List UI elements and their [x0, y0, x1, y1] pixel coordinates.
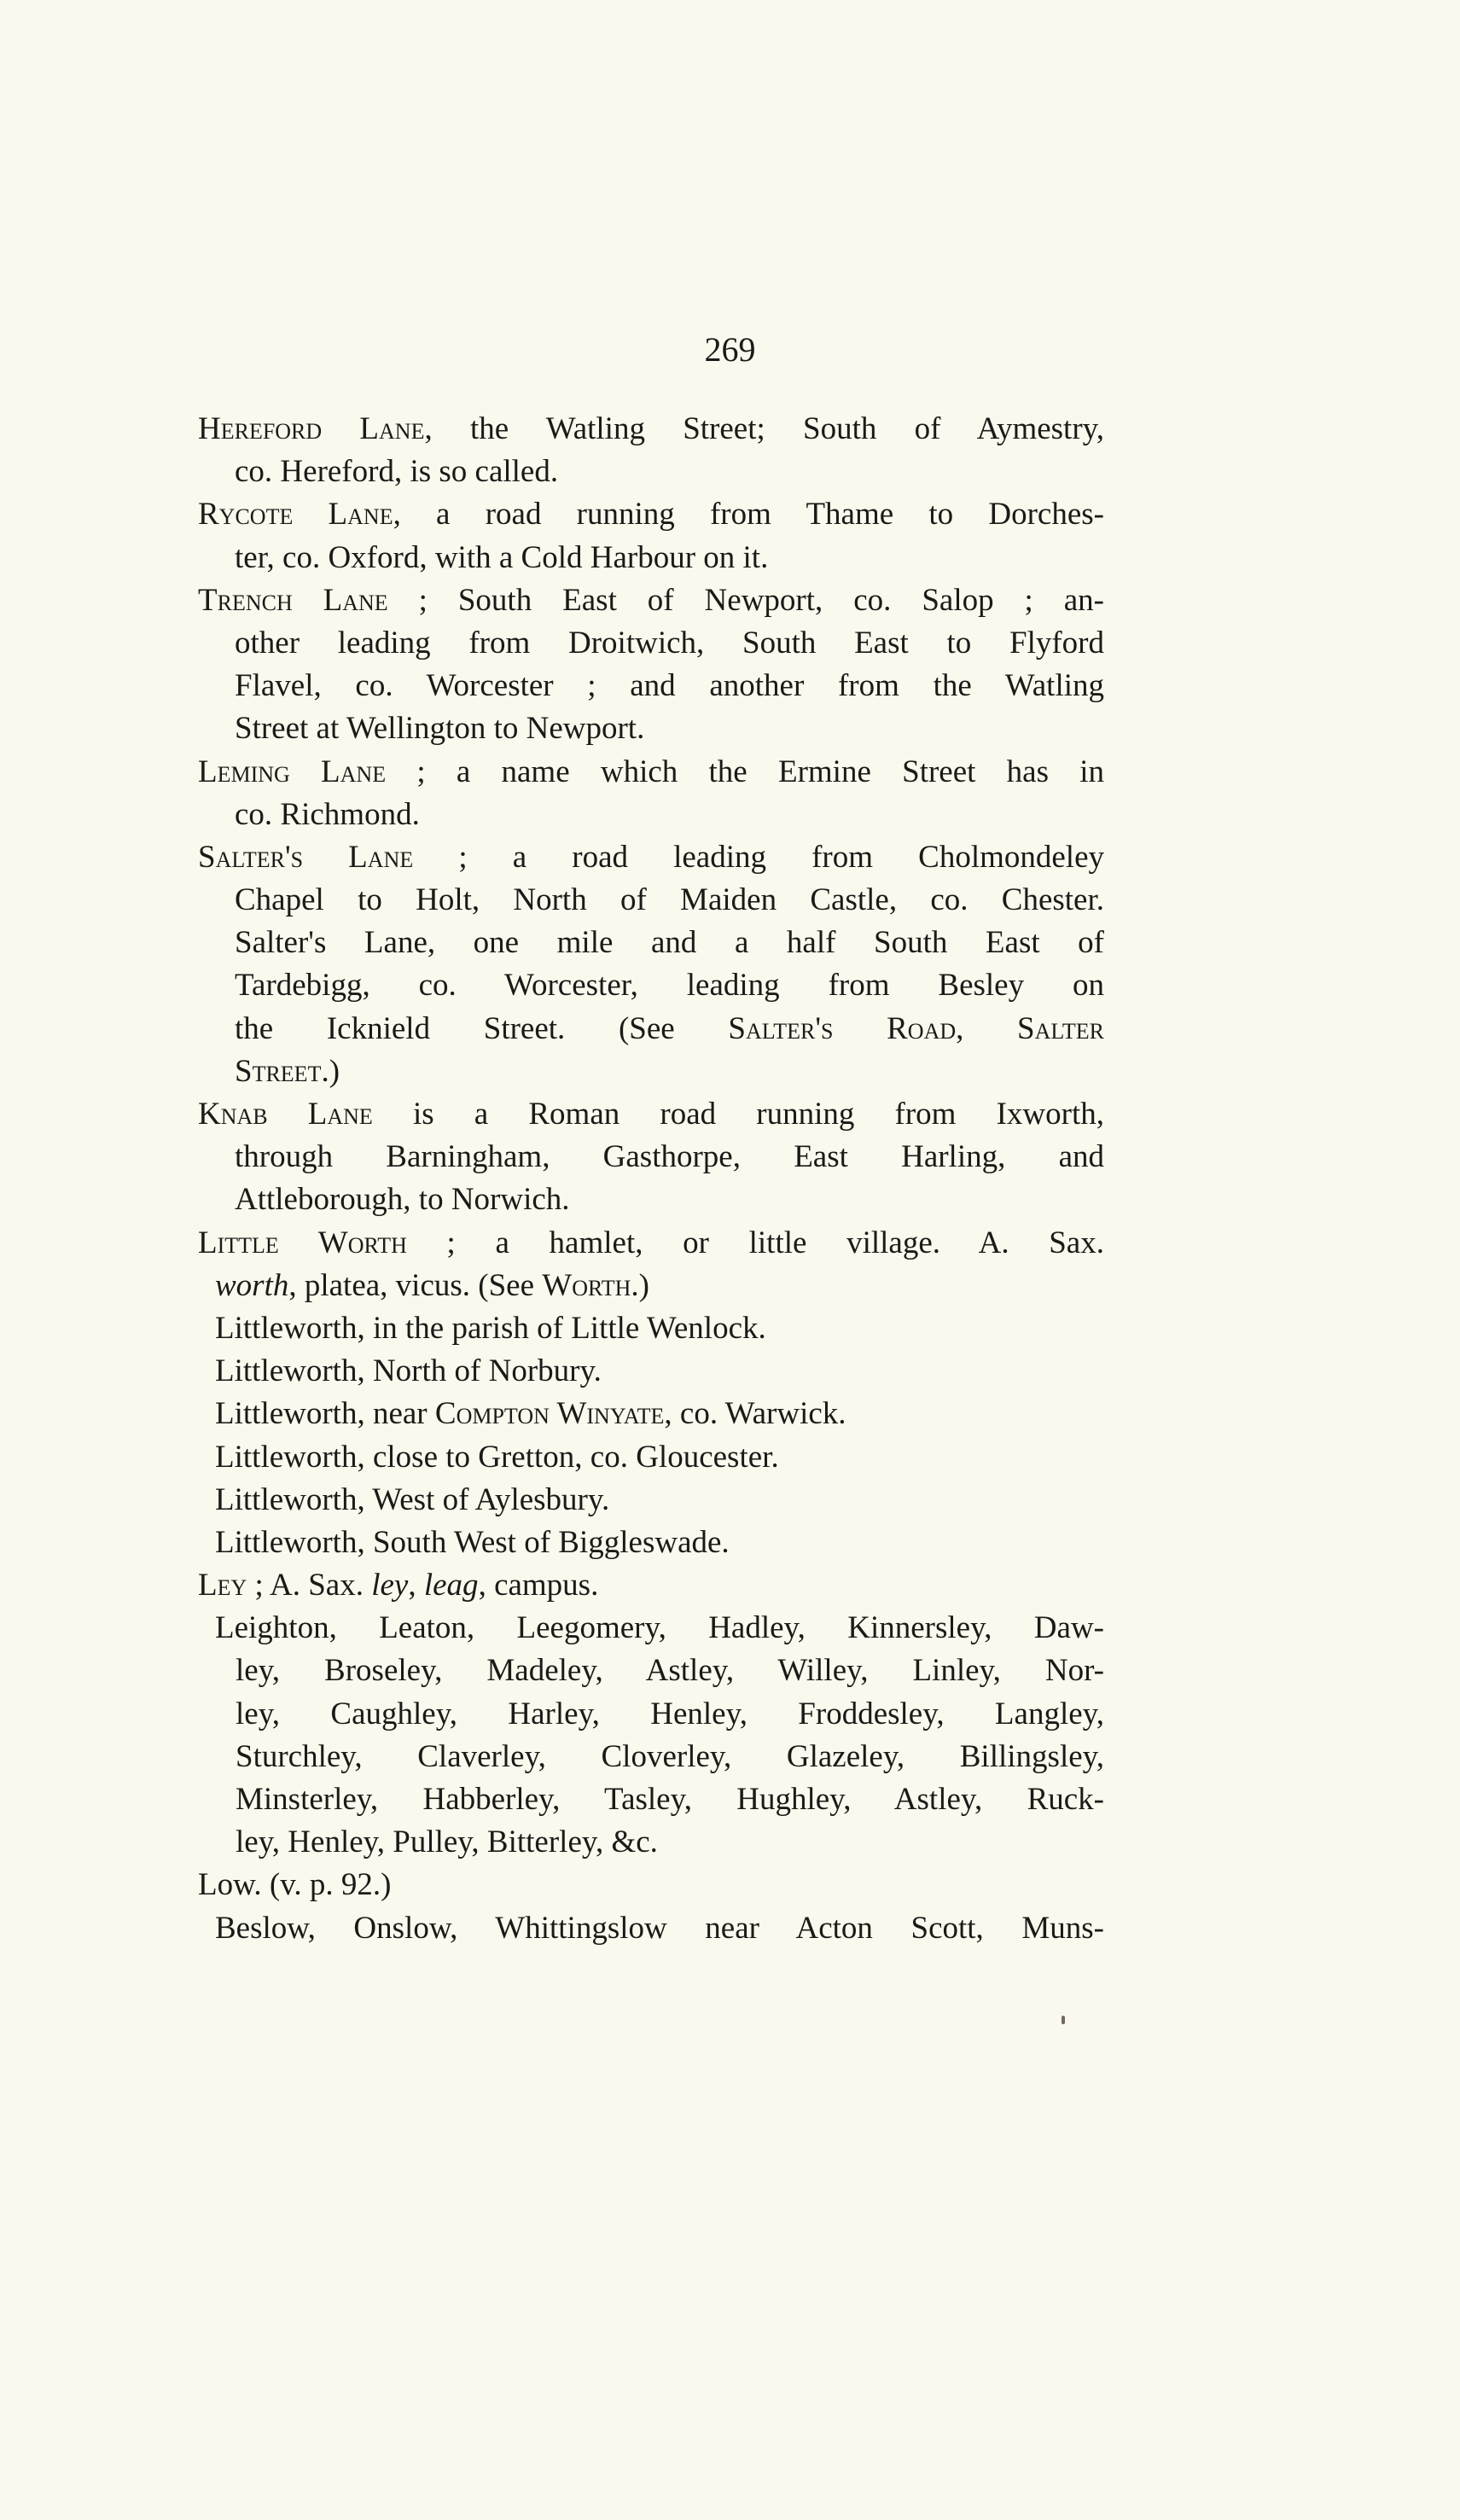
text-run: Littleworth, West of Aylesbury. [215, 1481, 610, 1517]
small-caps-term: Hereford Lane [198, 411, 425, 446]
text-line [198, 1350, 1104, 1393]
text-run: Littleworth, close to Gretton, co. Gloucester. [215, 1439, 779, 1475]
small-caps-term: Trench Lane [198, 582, 388, 618]
text-line [198, 1821, 1104, 1864]
text-line [198, 1050, 1104, 1093]
text-line [198, 1265, 1104, 1307]
text-line [198, 622, 1104, 665]
text-run: , co. Warwick. [664, 1396, 846, 1432]
text-run: Attleborough, to Norwich. [235, 1182, 570, 1218]
small-caps-term: Salter's Road, Salter [728, 1010, 1104, 1046]
text-run: Salter's Lane, one mile and a half South East of [235, 925, 1104, 961]
text-line [198, 1693, 1104, 1736]
page-text [198, 408, 1104, 1950]
text-run: Chapel to Holt, North of Maiden Castle, co. Chester. [235, 882, 1104, 918]
text-line [198, 964, 1104, 1007]
text-run: , [408, 1568, 424, 1603]
text-line [198, 1522, 1104, 1564]
small-caps-term: Compton Winyate [434, 1396, 665, 1432]
small-caps-term: Street.) [235, 1053, 340, 1089]
text-run: ley, Caughley, Harley, Henley, Froddesley, Langley, [236, 1696, 1104, 1731]
text-run: Littleworth, near [215, 1396, 435, 1432]
text-line [198, 493, 1104, 536]
text-line [198, 451, 1104, 493]
text-run: through Barningham, Gasthorpe, East Harling, and [235, 1139, 1104, 1175]
text-run: ; a name which the Ermine Street has in [386, 754, 1104, 789]
text-line [198, 408, 1104, 451]
text-line [198, 1436, 1104, 1479]
text-line [198, 1864, 1104, 1906]
text-run: Tardebigg, co. Worcester, leading from Besley on [235, 968, 1104, 1004]
small-caps-term: Worth.) [542, 1267, 649, 1303]
text-line [198, 665, 1104, 707]
text-run: , a road running from Thame to Dorches- [393, 497, 1104, 533]
text-run: ley, Henley, Pulley, Bitterley, &c. [236, 1825, 658, 1860]
text-line [198, 1907, 1104, 1950]
text-run: , the Watling Street; South of Aymestry, [424, 411, 1104, 446]
small-caps-term: Rycote Lane [198, 497, 393, 533]
text-run: Littleworth, North of Norbury. [215, 1353, 602, 1389]
text-run: the Icknield Street. (See [235, 1010, 729, 1046]
text-line [198, 794, 1104, 836]
text-line [198, 1222, 1104, 1265]
text-run: ; A. Sax. [247, 1568, 372, 1603]
text-line [198, 1607, 1104, 1650]
text-line [198, 1736, 1104, 1778]
text-line [198, 1136, 1104, 1179]
italic-term: worth [215, 1267, 289, 1303]
ink-smudge [1062, 2016, 1065, 2024]
text-line [198, 922, 1104, 964]
text-line [198, 1393, 1104, 1435]
page-number: 269 [704, 330, 756, 369]
text-run: ley, Broseley, Madeley, Astley, Willey, Linley, Nor- [236, 1653, 1104, 1689]
text-run: , campus. [478, 1568, 599, 1603]
small-caps-term: Salter's Lane [198, 839, 414, 875]
text-run: co. Richmond. [235, 796, 420, 832]
text-run: Minsterley, Habberley, Tasley, Hughley, Astley, Ruck- [236, 1782, 1104, 1817]
text-line [198, 1307, 1104, 1350]
text-line [198, 751, 1104, 794]
text-line [198, 1093, 1104, 1136]
text-line [198, 707, 1104, 750]
small-caps-term: Little Worth [198, 1225, 407, 1260]
text-run: Leighton, Leaton, Leegomery, Hadley, Kinnersley, Daw- [215, 1610, 1104, 1646]
text-run: is a Roman road running from Ixworth, [372, 1097, 1104, 1132]
small-caps-term: Ley [198, 1568, 247, 1603]
italic-term: leag [423, 1568, 479, 1603]
text-line [198, 836, 1104, 879]
text-run: Littleworth, in the parish of Little Wenlock. [215, 1310, 766, 1346]
text-line [198, 537, 1104, 579]
text-run: , platea, vicus. (See [288, 1267, 543, 1303]
text-line [198, 1650, 1104, 1692]
text-run: Flavel, co. Worcester ; and another from the Watling [235, 668, 1104, 704]
text-run: Littleworth, South West of Biggleswade. [215, 1524, 730, 1560]
text-line [198, 1008, 1104, 1050]
text-run: ; a hamlet, or little village. A. Sax. [406, 1225, 1104, 1260]
text-run: Beslow, Onslow, Whittingslow near Acton Scott, Muns- [215, 1910, 1104, 1946]
text-line [198, 879, 1104, 922]
text-run: Street at Wellington to Newport. [235, 711, 645, 747]
text-line [198, 1479, 1104, 1522]
text-line [198, 579, 1104, 622]
text-line [198, 1564, 1104, 1607]
text-line [198, 1778, 1104, 1821]
text-run: ; South East of Newport, co. Salop ; an- [387, 582, 1104, 618]
italic-term: ley [371, 1568, 409, 1603]
text-run: ter, co. Oxford, with a Cold Harbour on it. [235, 539, 769, 575]
small-caps-term: Leming Lane [198, 754, 387, 789]
text-run: other leading from Droitwich, South East to Flyford [235, 625, 1104, 661]
text-run: Sturchley, Claverley, Cloverley, Glazeley, Billingsley, [236, 1738, 1104, 1774]
text-line [198, 1179, 1104, 1221]
text-run: ; a road leading from Cholmondeley [413, 839, 1104, 875]
text-run: Low. (v. p. 92.) [198, 1867, 392, 1903]
small-caps-term: Knab Lane [198, 1097, 373, 1132]
text-run: co. Hereford, is so called. [235, 454, 559, 490]
